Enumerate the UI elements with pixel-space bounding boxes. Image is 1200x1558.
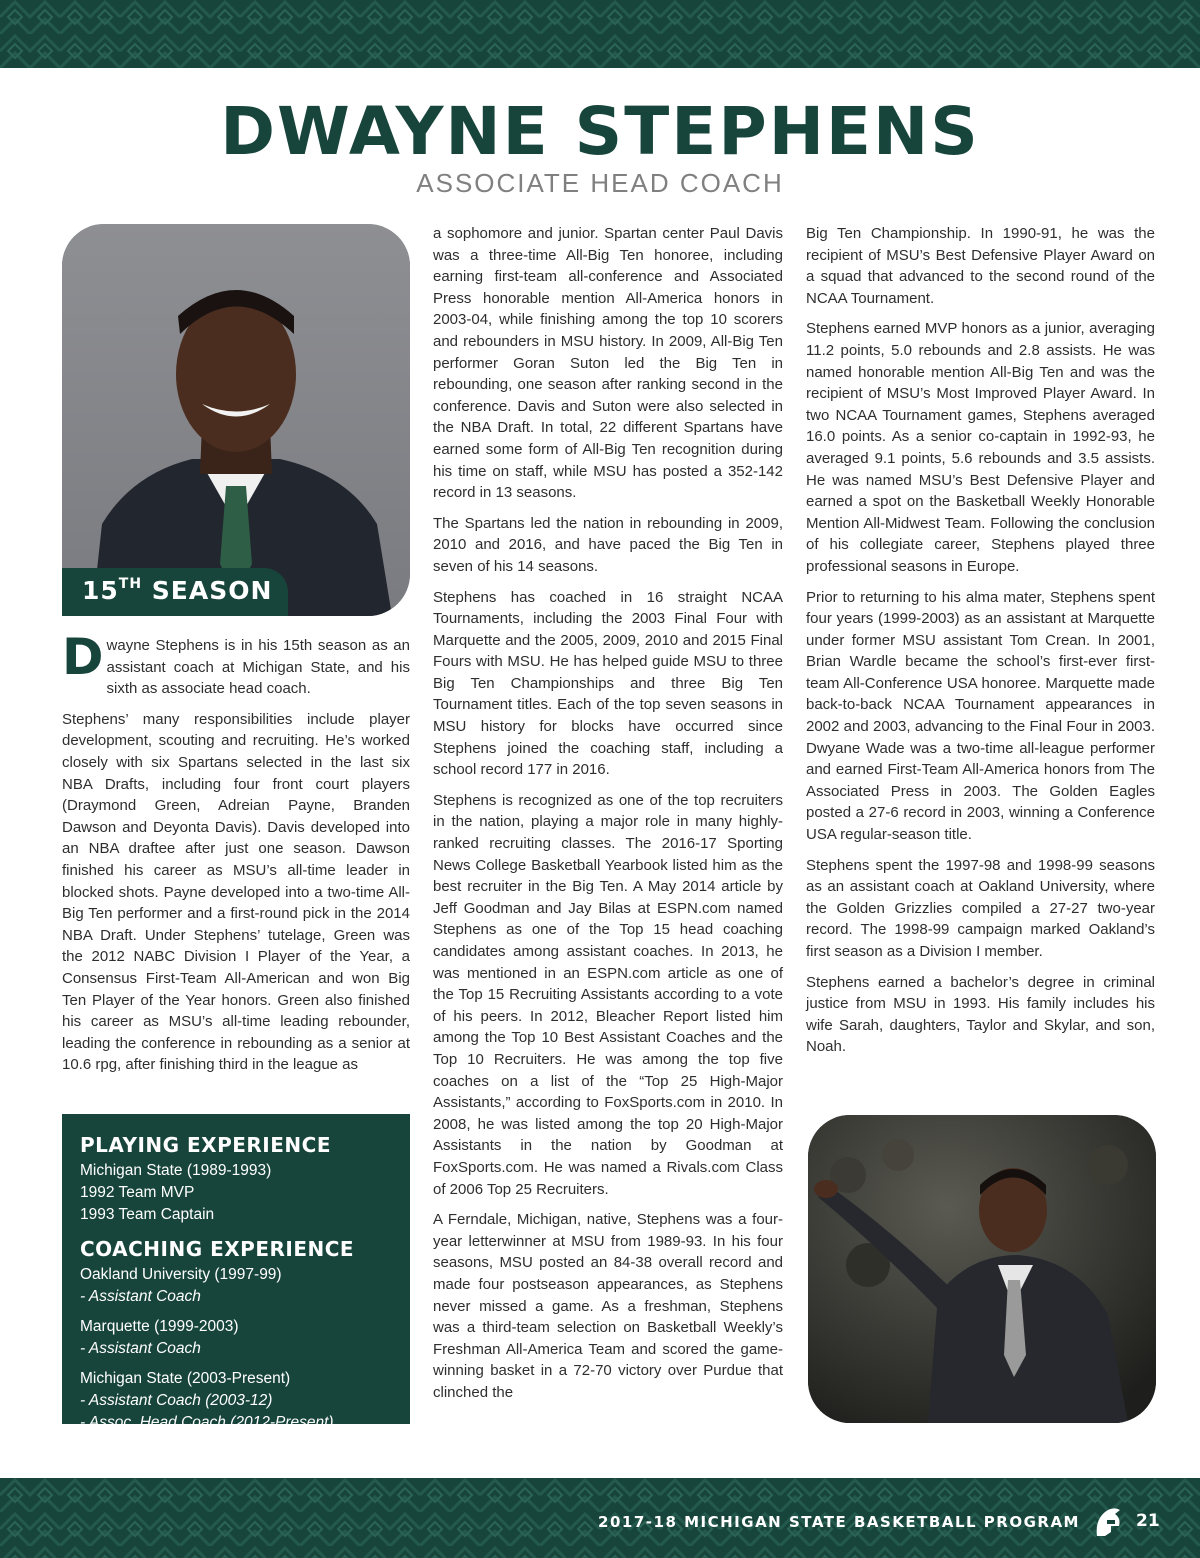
- headshot-photo: [62, 224, 410, 616]
- coaching-experience-heading: COACHING EXPERIENCE: [80, 1237, 355, 1261]
- playing-experience-heading: PLAYING EXPERIENCE: [80, 1133, 331, 1157]
- bio-intro-paragraph: [62, 628, 410, 700]
- playing-item: Michigan State (1989-1993): [80, 1162, 272, 1179]
- page-subtitle: ASSOCIATE HEAD COACH: [416, 168, 784, 198]
- bio-paragraph: Stephens has coached in 16 straight NCAA Tournaments, including the 2003 Final Four with Marquette and the 2005, 2009, 2010 and 2015 Final Fours with MSU. He has helped guide MSU to three Big Ten Championships and three Big Ten Tournament titles. Each of the top seven seasons in MSU history for blocks have occurred since Stephens joined the coaching staff, including a school record 177 in 2016.: [433, 588, 783, 779]
- coaching-entry: [80, 1316, 392, 1360]
- coaching-role: - Assistant Coach: [80, 1288, 201, 1305]
- coaching-role: - Assoc. Head Coach (2012-Present): [80, 1414, 334, 1431]
- bio-column-1: [62, 628, 410, 1085]
- bio-column-3: [806, 223, 1155, 1067]
- page-title: DWAYNE STEPHENS: [220, 93, 980, 170]
- footer-program-title: 2017-18 MICHIGAN STATE BASKETBALL PROGRAM: [598, 1513, 1080, 1531]
- bio-column-2: [433, 223, 783, 1412]
- bio-paragraph: A Ferndale, Michigan, native, Stephens was a four-year letterwinner at MSU from 1989-93. In his four seasons, MSU posted an 84-38 overall record and made four postseason appearances, as Stephens never missed a game. As a freshman, Stephens was a third-team selection on Basketball Weekly’s Freshman All-America Team and scored the game-winning basket in a 72-70 victory over Purdue that clinched the: [433, 1211, 783, 1401]
- top-pattern-band: [0, 0, 1200, 68]
- season-word: SEASON: [151, 576, 273, 605]
- bio-paragraph: Stephens’ many responsibilities include player development, scouting and recruiting. He’s worked closely with six Spartans selected in the last six NBA Drafts, including four front court players (Draymond Green, Adreian Payne, Branden Dawson and Deyonta Davis). Davis developed into an NBA draftee after just one season. Dawson finished his career as MSU’s all-time leader in blocked shots. Payne developed into a two-time All-Big Ten performer and a first-round pick in the 2014 NBA Draft. Under Stephens’ tutelage, Green was the 2012 NABC Division I Player of the Year, a Consensus First-Team All-American and won Big Ten Player of the Year honors. Green also finished his career as MSU’s all-time leading rebounder, leading the conference in rebounding as a senior at 10.6 rpg, after finishing third in the league as: [62, 710, 410, 1074]
- action-photo: [808, 1115, 1156, 1423]
- bio-paragraph: a sophomore and junior. Spartan center Paul Davis was a three-time All-Big Ten honoree, including earning first-team all-conference and Associated Press honorable mention All-America honors in 2003-04, while finishing among the top 10 scorers and rebounders in MSU history. In 2009, All-Big Ten performer Goran Suton led the Big Ten in rebounding, one season after ranking second in the conference. Davis and Suton were also selected in the NBA Draft. In total, 22 different Spartans have earned some form of All-Big Ten recognition during his time on staff, while MSU has posted a 352-142 record in 13 seasons.: [433, 225, 783, 502]
- season-badge: [62, 568, 288, 616]
- season-number: 15: [82, 576, 119, 605]
- coaching-role: - Assistant Coach (2003-12): [80, 1392, 273, 1409]
- season-ordinal: TH: [118, 575, 143, 592]
- coaching-place: Michigan State (2003-Present): [80, 1370, 291, 1387]
- bio-intro-text: wayne Stephens is in his 15th season as an assistant coach at Michigan State, and his sixth as associate head coach.: [106, 637, 410, 698]
- coaching-entry: [80, 1264, 392, 1308]
- bio-paragraph: Stephens spent the 1997-98 and 1998-99 seasons as an assistant coach at Oakland University, where the Golden Grizzlies compiled a 27-27 two-year record. The 1998-99 campaign marked Oakland’s first season as a Division I member.: [806, 856, 1155, 960]
- greek-key-pattern: [0, 0, 1200, 68]
- bio-paragraph: Stephens earned MVP honors as a junior, averaging 11.2 points, 5.0 rebounds and 2.8 assists. He was named honorable mention All-Big Ten and was the recipient of MSU’s Most Improved Player Award. In two NCAA Tournament games, Stephens averaged 16.0 points. As a senior co-captain in 1992-93, he averaged 9.1 points, 5.6 rebounds and 3.5 assists. He was named MSU’s Best Defensive Player and earned a spot on the Basketball Weekly Honorable Mention All-Midwest Team. Following the conclusion of his collegiate career, Stephens played three professional seasons in Europe.: [806, 320, 1155, 575]
- coaching-role: - Assistant Coach: [80, 1340, 201, 1357]
- bio-paragraph: Stephens is recognized as one of the top recruiters in the nation, playing a major role in many highly-ranked recruiting classes. The 2016-17 Sporting News College Basketball Yearbook listed him as the best recruiter in the Big Ten. A May 2014 article by Jeff Goodman and Jay Bilas at ESPN.com named Stephens as one of the Top 15 head coaching candidates among assistant coaches. In 2013, he was mentioned in an ESPN.com article as one of the Top 15 Recruiting Assistants according to a vote of his peers. In 2012, Bleacher Report listed him among the Top 10 Best Assistant Coaches and the Top 10 Recruiters. He was among the top five coaches on a list of the “Top 25 High-Major Assistants,” according to FoxSports.com in 2010. In 2008, he was listed among the top 20 High-Major Assistants in the nation by Goodman at FoxSports.com. He was named a Rivals.com Class of 2006 Top 25 Recruiters.: [433, 791, 783, 1198]
- coaching-entry: [80, 1368, 392, 1434]
- playing-item: 1993 Team Captain: [80, 1206, 215, 1223]
- playing-item: 1992 Team MVP: [80, 1184, 195, 1201]
- spartan-helmet-icon: [1093, 1506, 1123, 1540]
- dropcap-letter: D: [62, 628, 104, 686]
- bio-paragraph: The Spartans led the nation in rebounding in 2009, 2010 and 2016, and have paced the Big Ten in seven of his 14 seasons.: [433, 514, 783, 575]
- bio-paragraph: Stephens earned a bachelor’s degree in criminal justice from MSU in 1993. His family includes his wife Sarah, daughters, Taylor and Skylar, and son, Noah.: [806, 973, 1155, 1056]
- experience-box: [62, 1114, 410, 1431]
- coaching-place: Oakland University (1997-99): [80, 1266, 282, 1283]
- page-number: 21: [1136, 1511, 1160, 1531]
- coaching-place: Marquette (1999-2003): [80, 1318, 239, 1335]
- bio-paragraph: Prior to returning to his alma mater, Stephens spent four years (1999-2003) as an assistant at Marquette under former MSU assistant Tom Crean. In 2001, Brian Wardle became the school’s first-ever first-team All-Conference USA honoree. Marquette made back-to-back NCAA Tournament appearances in 2002 and 2003, advancing to the Final Four in 2003. Dwyane Wade was a two-time all-league performer and earned First-Team All-America honors from The Associated Press in 2003. The Golden Eagles posted a 27-6 record in 2003, winning a Conference USA regular-season title.: [806, 588, 1155, 844]
- bio-paragraph: Big Ten Championship. In 1990-91, he was the recipient of MSU’s Best Defensive Player Award on a squad that advanced to the second round of the NCAA Tournament.: [806, 225, 1155, 307]
